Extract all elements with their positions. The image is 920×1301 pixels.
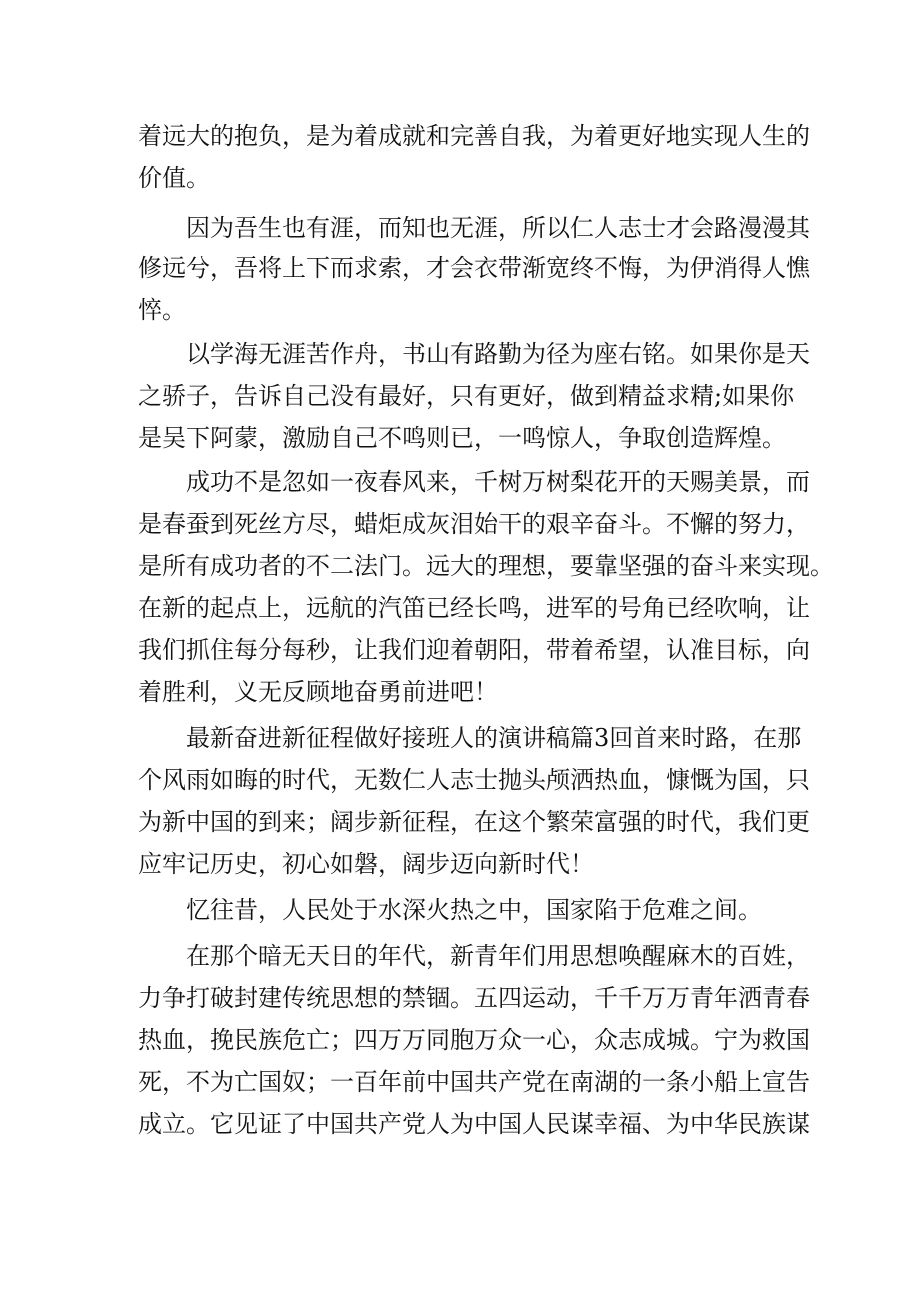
- paragraph-1-line-1: 着远大的抱负，是为着成就和完善自我，为着更好地实现人生的: [138, 122, 810, 150]
- paragraph-7-line-1: 在那个暗无天日的年代，新青年们用思想唤醒麻木的百姓，: [138, 942, 810, 970]
- paragraph-7-line-3: 热血，挽民族危亡；四万万同胞万众一心，众志成城。宁为救国: [138, 1026, 810, 1054]
- paragraph-1-line-2: 价值。: [138, 164, 210, 192]
- paragraph-7-line-2: 力争打破封建传统思想的禁锢。五四运动，千千万万青年洒青春: [138, 984, 810, 1012]
- paragraph-3-line-1: 以学海无涯苦作舟，书山有路勤为径为座右铭。如果你是天: [138, 340, 810, 368]
- paragraph-6-line-1: 忆往昔，人民处于水深火热之中，国家陷于危难之间。: [138, 896, 762, 924]
- paragraph-3-line-2: 之骄子，告诉自己没有最好，只有更好，做到精益求精;如果你: [138, 382, 795, 410]
- paragraph-5-line-4: 应牢记历史，初心如磐，阔步迈向新时代！: [138, 850, 594, 878]
- paragraph-7-line-4: 死，不为亡国奴；一百年前中国共产党在南湖的一条小船上宣告: [138, 1068, 810, 1096]
- paragraph-4-line-5: 我们抓住每分每秒，让我们迎着朝阳，带着希望，认准目标，向: [138, 636, 810, 664]
- paragraph-4-line-2: 是春蚕到死丝方尽，蜡炬成灰泪始干的艰辛奋斗。不懈的努力，: [138, 510, 810, 538]
- paragraph-4-line-1: 成功不是忽如一夜春风来，千树万树梨花开的天赐美景，而: [138, 468, 810, 496]
- paragraph-3-line-3: 是吴下阿蒙，激励自己不鸣则已，一鸣惊人，争取创造辉煌。: [138, 424, 786, 452]
- paragraph-7-line-5: 成立。它见证了中国共产党人为中国人民谋幸福、为中华民族谋: [138, 1110, 810, 1138]
- paragraph-5-line-2: 个风雨如晦的时代，无数仁人志士抛头颅洒热血，慷慨为国，只: [138, 766, 810, 794]
- paragraph-4-line-4: 在新的起点上，远航的汽笛已经长鸣，进军的号角已经吹响，让: [138, 594, 810, 622]
- paragraph-5-line-1: 最新奋进新征程做好接班人的演讲稿篇3回首来时路，在那: [138, 724, 802, 752]
- paragraph-2-line-1: 因为吾生也有涯，而知也无涯，所以仁人志士才会路漫漫其: [138, 214, 810, 242]
- paragraph-4-line-3: 是所有成功者的不二法门。远大的理想，要靠坚强的奋斗来实现。: [138, 552, 834, 580]
- paragraph-5-line-3: 为新中国的到来；阔步新征程，在这个繁荣富强的时代，我们更: [138, 808, 810, 836]
- paragraph-2-line-3: 悴。: [138, 296, 186, 324]
- paragraph-4-line-6: 着胜利，义无反顾地奋勇前进吧！: [138, 678, 498, 706]
- paragraph-2-line-2: 修远兮，吾将上下而求索，才会衣带渐宽终不悔，为伊消得人憔: [138, 254, 810, 282]
